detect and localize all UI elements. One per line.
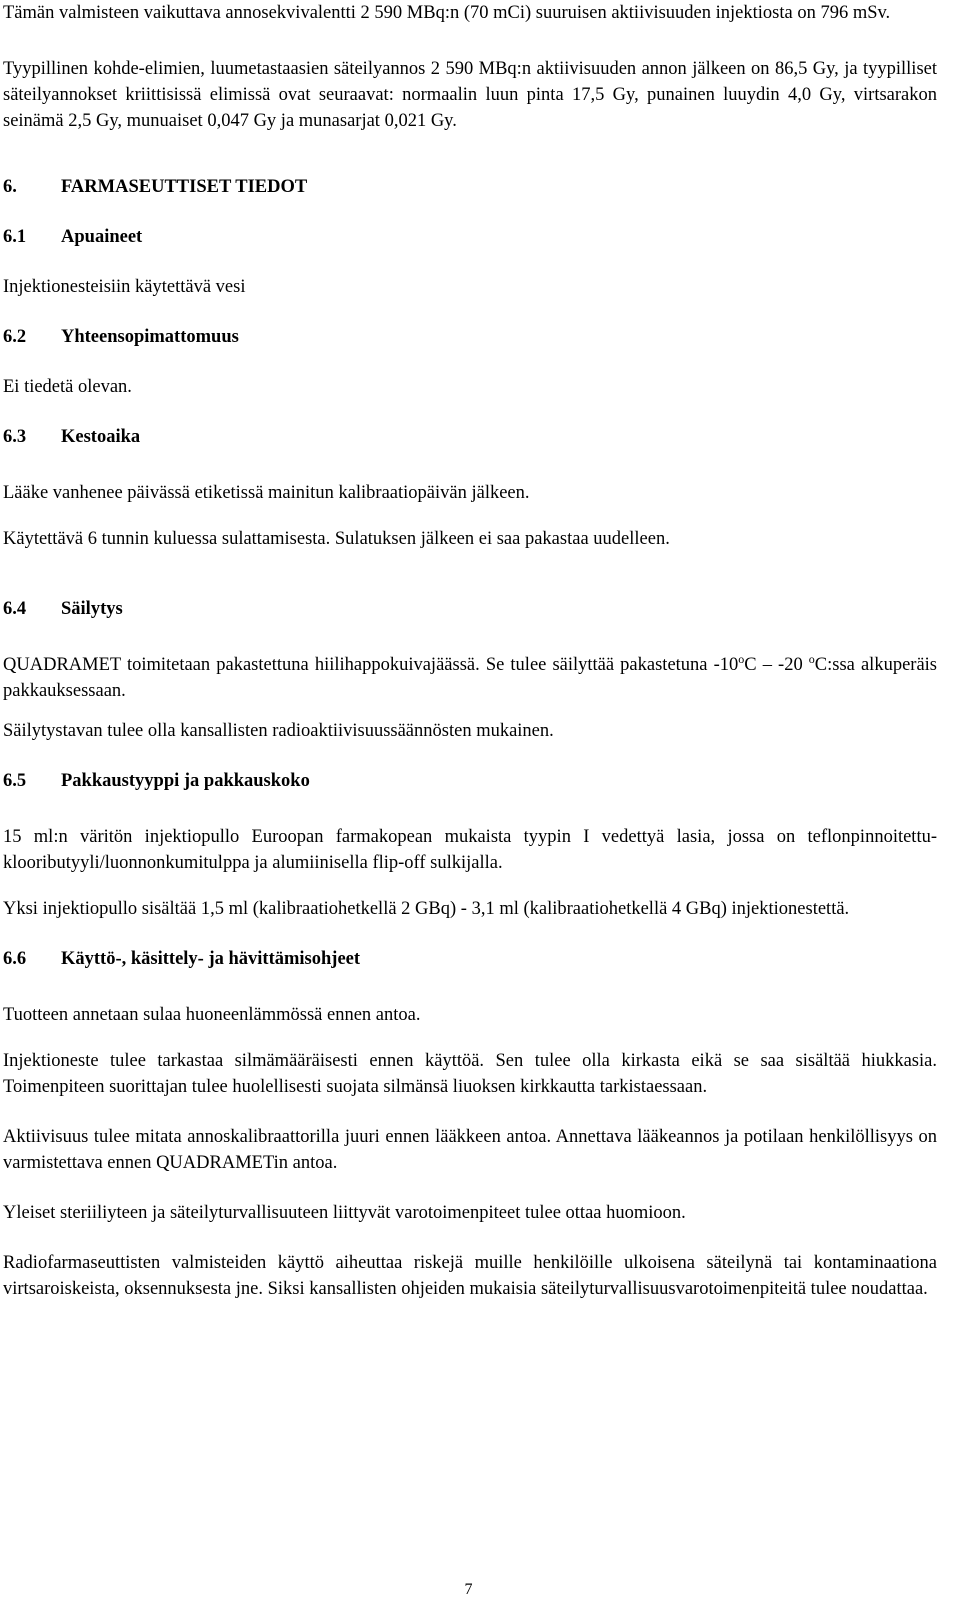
- section-number: 6.6: [3, 949, 27, 969]
- incompatibilities-text: Ei tiedetä olevan.: [3, 377, 132, 397]
- handling-thawing-text: Tuotteen annetaan sulaa huoneenlämmössä ennen antoa.: [3, 1005, 421, 1025]
- section-heading-6-3: [3, 424, 937, 450]
- section-heading-6-1: [3, 224, 937, 250]
- intro-paragraph-organ-doses: Tyypillinen kohde-elimien, luumetastaasien säteilyannos 2 590 MBq:n aktiivisuuden annon jälkeen on 86,5 Gy, ja tyypilliset säteilyannokset kriittisissä elimissä ovat seuraavat: normaalin luun pinta 17,5 Gy, punainen luuydin 4,0 Gy, virtsarakon seinämä 2,5 Gy, munuaiset 0,047 Gy ja munasarjat 0,021 Gy.: [3, 59, 937, 131]
- pack-contents-text: Yksi injektiopullo sisältää 1,5 ml (kalibraatiohetkellä 2 GBq) - 3,1 ml (kalibraatiohetkellä 4 GBq) injektionestettä.: [3, 899, 850, 919]
- section-number: 6.5: [3, 771, 27, 791]
- section-number: 6.3: [3, 427, 27, 447]
- handling-precautions-text: Yleiset steriiliyteen ja säteilyturvallisuuteen liittyvät varotoimenpiteet tulee ottaa huomioon.: [3, 1203, 686, 1223]
- section-heading-6-4: [3, 596, 937, 622]
- container-description-text: 15 ml:n väritön injektiopullo Euroopan farmakopean mukaista tyypin I vedettyä lasia, jossa on teflonpinnoitettu-klooributyyli/luonnonkumitulppa ja alumiinisella flip-off sulkijalla.: [3, 827, 937, 873]
- page-number: 7: [464, 1581, 473, 1598]
- section-number: 6.: [3, 177, 17, 197]
- shelf-life-text: Lääke vanhenee päivässä etiketissä mainitun kalibraatiopäivän jälkeen.: [3, 483, 530, 503]
- shelf-life-thawing-text: Käytettävä 6 tunnin kuluessa sulattamisesta. Sulatuksen jälkeen ei saa pakastaa uudelleen.: [3, 529, 670, 549]
- intro-paragraph-dose-equivalent: Tämän valmisteen vaikuttava annosekvivalentti 2 590 MBq:n (70 mCi) suuruisen aktiivisuuden injektiosta on 796 mSv.: [3, 3, 891, 23]
- section-title: Säilytys: [61, 599, 123, 619]
- section-number: 6.1: [3, 227, 27, 247]
- handling-inspection-text: Injektioneste tulee tarkastaa silmämääräisesti ennen käyttöä. Sen tulee olla kirkasta eikä se saa sisältää hiukkasia. Toimenpiteen suorittajan tulee huolellisesti suojata silmänsä liuoksen kirkkautta tarkistaessaan.: [3, 1051, 937, 1097]
- storage-text: QUADRAMET toimitetaan pakastettuna hiilihappokuivajäässä. Se tulee säilyttää pakastetuna -10$^o$C – -20 $^o$C:ssa alkuperäis pakkauksessaan.: [3, 651, 937, 701]
- section-heading-6: [3, 174, 937, 200]
- section-title: Kestoaika: [61, 427, 141, 447]
- section-title: Yhteensopimattomuus: [61, 327, 239, 347]
- section-number: 6.2: [3, 327, 27, 347]
- section-heading-6-6: [3, 946, 937, 972]
- section-number: 6.4: [3, 599, 27, 619]
- document-page: [3, 0, 937, 1302]
- excipients-text: Injektionesteisiin käytettävä vesi: [3, 277, 246, 297]
- section-title: Pakkaustyyppi ja pakkauskoko: [61, 771, 310, 791]
- handling-activity-text: Aktiivisuus tulee mitata annoskalibraattorilla juuri ennen lääkkeen antoa. Annettava lääkeannos ja potilaan henkilöllisyys on varmistettava ennen QUADRAMETin antoa.: [3, 1127, 937, 1173]
- handling-radiation-risk-text: Radiofarmaseuttisten valmisteiden käyttö aiheuttaa riskejä muille henkilöille ulkoisena säteilynä tai kontaminaationa virtsaroiskeista, oksennuksesta jne. Siksi kansallisten ohjeiden mukaisia säteilyturvallisuusvarotoimenpiteitä tulee noudattaa.: [3, 1253, 937, 1299]
- section-title: Apuaineet: [61, 227, 143, 247]
- storage-regulations-text: Säilytystavan tulee olla kansallisten radioaktiivisuussäännösten mukainen.: [3, 721, 554, 741]
- section-title: FARMASEUTTISET TIEDOT: [61, 177, 308, 197]
- section-heading-6-5: [3, 768, 937, 794]
- section-heading-6-2: [3, 324, 937, 350]
- section-title: Käyttö-, käsittely- ja hävittämisohjeet: [61, 949, 361, 969]
